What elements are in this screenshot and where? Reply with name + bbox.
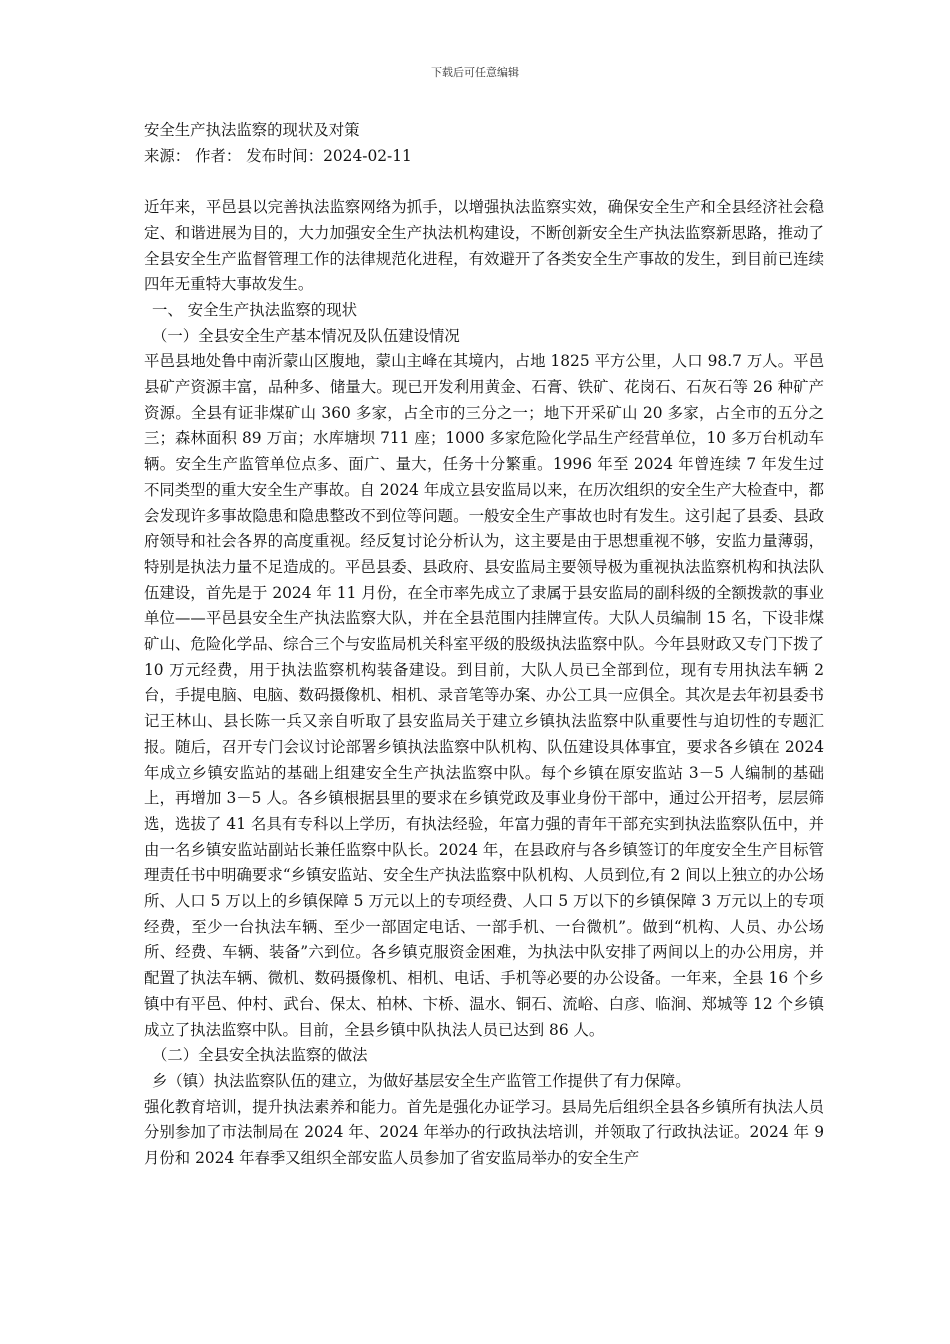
body-paragraph-1: 平邑县地处鲁中南沂蒙山区腹地，蒙山主峰在其境内，占地 1825 平方公里，人口 98.7 万人。平邑县矿产资源丰富，品种多、储量大。现已开发利用黄金、石膏、铁矿、花岗石、石灰石等 26 种矿产资源。全县有证非煤矿山 360 多家，占全市的三分之一；地下开采矿山 20 多家，占全市的五分之三；森林面积 89 万亩；水库塘坝 711 座；1000 多家危险化学品生产经营单位，10 多万台机动车辆。安全生产监管单位点多、面广、量大，任务十分繁重。1996 年至 2024 年曾连续 7 年发生过不同类型的重大安全生产事故。自 2024 年成立县安监局以来，在历次组织的安全生产大检查中，都会发现许多事故隐患和隐患整改不到位等问题。一般安全生产事故也时有发生。这引起了县委、县政府领导和社会各界的高度重视。经反复讨论分析认为，这主要是由于思想重视不够，安监力量薄弱，特别是执法力量不足造成的。平邑县委、县政府、县安监局主要领导极为重视执法监察机构和执法队伍建设，首先是于 2024 年 11 月份，在全市率先成立了隶属于县安监局的副科级的全额拨款的事业单位——平邑县安全生产执法监察大队，并在全县范围内挂牌宣传。大队人员编制 15 名，下设非煤矿山、危险化学品、综合三个与安监局机关科室平级的股级执法监察中队。今年县财政又专门下拨了 10 万元经费，用于执法监察机构装备建设。到目前，大队人员已全部到位，现有专用执法车辆 2 台，手提电脑、电脑、数码摄像机、相机、录音笔等办案、办公工具一应俱全。其次是去年初县委书记王林山、县长陈一兵又亲自听取了县安监局关于建立乡镇执法监察中队重要性与迫切性的专题汇报。随后，召开专门会议讨论部署乡镇执法监察中队机构、队伍建设具体事宜，要求各乡镇在 2024 年成立乡镇安监站的基础上组建安全生产执法监察中队。每个乡镇在原安监站 3－5 人编制的基础上，再增加 3－5 人。各乡镇根据县里的要求在乡镇党政及事业身份干部中，通过公开招考，层层筛选，选拔了 41 名具有专科以上学历，有执法经验，年富力强的青年干部充实到执法监察队伍中，并由一名乡镇安监站副站长兼任监察中队长。2024 年，在县政府与各乡镇签订的年度安全生产目标管理责任书中明确要求“乡镇安监站、安全生产执法监察中队机构、人员到位,有 2 间以上独立的办公场所、人口 5 万以上的乡镇保障 5 万元以上的专项经费、人口 5 万以下的乡镇保障 3 万元以上的专项经费，至少一台执法车辆、至少一部固定电话、一部手机、一台微机”。做到“机构、人员、办公场所、经费、车辆、装备”六到位。各乡镇克服资金困难，为执法中队安排了两间以上的办公用房，并配置了执法车辆、微机、数码摄像机、相机、电话、手机等必要的办公设备。一年来，全县 16 个乡镇中有平邑、仲村、武台、保太、柏林、卞桥、温水、铜石、流峪、白彦、临涧、郑城等 12 个乡镇成立了执法监察中队。目前，全县乡镇中队执法人员已达到 86 人。 bbox=[144, 352, 824, 1039]
intro-paragraph: 近年来，平邑县以完善执法监察网络为抓手，以增强执法监察实效，确保安全生产和全县经济社会稳定、和谐进展为目的，大力加强安全生产执法机构建设，不断创新安全生产执法监察新思路，推动了全县安全生产监督管理工作的法律规范化进程，有效避开了各类安全生产事故的发生，到目前已连续四年无重特大事故发生。 bbox=[144, 198, 824, 294]
subsection-heading-1: （一）全县安全生产基本情况及队伍建设情况 bbox=[152, 326, 460, 345]
subsection-heading-2: （二）全县安全执法监察的做法 bbox=[152, 1046, 368, 1065]
body-paragraph-3: 强化教育培训，提升执法素养和能力。首先是强化办证学习。县局先后组织全县各乡镇所有执法人员分别参加了市法制局在 2024 年、2024 年举办的行政执法培训，并领取了行政执法证。2024 年 9 月份和 2024 年春季又组织全部安监人员参加了省安监局举办的安全生产 bbox=[144, 1097, 824, 1168]
body-paragraph-2: 乡（镇）执法监察队伍的建立，为做好基层安全生产监管工作提供了有力保障。 bbox=[152, 1072, 691, 1090]
section-heading-1: 一、 安全生产执法监察的现状 bbox=[152, 300, 357, 319]
header-note: 下载后可任意编辑 bbox=[431, 66, 519, 79]
document-title: 安全生产执法监察的现状及对策 bbox=[144, 121, 360, 139]
document-body bbox=[144, 118, 824, 1172]
document-meta: 来源： 作者： 发布时间：2024-02-11 bbox=[144, 146, 412, 165]
